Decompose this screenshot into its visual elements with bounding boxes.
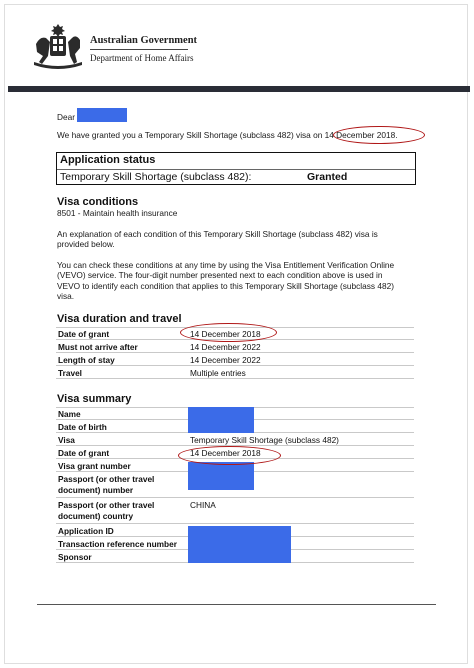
row-value: 14 December 2022 xyxy=(190,342,261,352)
department-name: Department of Home Affairs xyxy=(90,53,194,63)
table-row-must-not-arrive-after xyxy=(56,341,414,353)
status-divider xyxy=(57,169,415,170)
row-label: Date of grant xyxy=(58,329,110,339)
row-label: Date of grant xyxy=(58,448,110,458)
row-label: Sponsor xyxy=(58,552,92,562)
status-visa-type: Temporary Skill Shortage (subclass 482): xyxy=(60,171,252,183)
salutation: Dear xyxy=(57,112,75,122)
row-label: Visa grant number xyxy=(58,461,131,471)
redacted-name-dob xyxy=(188,407,254,433)
row-label: Passport (or other travel xyxy=(58,500,155,510)
header-divider xyxy=(90,49,188,50)
table-row-visa xyxy=(56,434,414,446)
visa-conditions-heading: Visa conditions xyxy=(57,196,139,208)
annotation-circle-grant-date xyxy=(333,126,425,144)
redacted-recipient-name xyxy=(77,108,127,122)
row-value: Temporary Skill Shortage (subclass 482) xyxy=(190,435,339,445)
vevo-paragraph-line-3: VEVO to identify each condition that applies to this Temporary Skill Shortage (subclass 482) xyxy=(57,281,394,291)
grant-sentence: We have granted you a Temporary Skill Shortage (subclass 482) visa on 14 December 2018. xyxy=(57,130,398,140)
coat-of-arms-logo xyxy=(30,22,86,72)
vevo-paragraph-line-2: (VEVO) service. The four-digit number presented next to each condition above is used in xyxy=(57,270,383,280)
conditions-explanation-line-1: An explanation of each condition of this Temporary Skill Shortage (subclass 482) visa is xyxy=(57,229,378,239)
row-value: 14 December 2018 xyxy=(190,329,261,339)
vevo-paragraph-line-4: visa. xyxy=(57,291,75,301)
row-label-continued: document) number xyxy=(58,485,134,495)
row-label: Travel xyxy=(58,368,82,378)
row-label: Transaction reference number xyxy=(58,539,177,549)
table-row-travel xyxy=(56,367,414,379)
row-label: Visa xyxy=(58,435,75,445)
row-label: Date of birth xyxy=(58,422,107,432)
redacted-grant-passport-number xyxy=(188,462,254,490)
row-label: Application ID xyxy=(58,526,114,536)
table-row-passport-country xyxy=(56,499,414,524)
annotation-circle-date-of-grant xyxy=(180,323,277,342)
conditions-explanation-line-2: provided below. xyxy=(57,239,115,249)
duration-travel-heading: Visa duration and travel xyxy=(57,313,182,325)
row-value: CHINA xyxy=(190,500,216,510)
footer-divider xyxy=(37,604,436,605)
annotation-circle-summary-date-of-grant xyxy=(178,446,281,465)
government-name: Australian Government xyxy=(90,35,198,46)
row-label: Length of stay xyxy=(58,355,115,365)
status-value: Granted xyxy=(307,171,348,183)
row-label: Name xyxy=(58,409,81,419)
row-label: Must not arrive after xyxy=(58,342,138,352)
redacted-application-transaction-sponsor xyxy=(188,526,291,563)
row-value: Multiple entries xyxy=(190,368,246,378)
visa-summary-heading: Visa summary xyxy=(57,393,132,405)
application-status-box xyxy=(56,152,416,185)
vevo-paragraph-line-1: You can check these conditions at any time by using the Visa Entitlement Verification Online xyxy=(57,260,395,270)
row-label: Passport (or other travel xyxy=(58,474,155,484)
row-label-continued: document) country xyxy=(58,511,134,521)
row-value: 14 December 2022 xyxy=(190,355,261,365)
condition-8501: 8501 - Maintain health insurance xyxy=(57,208,178,218)
table-row-length-of-stay xyxy=(56,354,414,366)
application-status-title: Application status xyxy=(60,154,156,166)
header-bar xyxy=(8,86,470,92)
row-value: 14 December 2018 xyxy=(190,448,261,458)
